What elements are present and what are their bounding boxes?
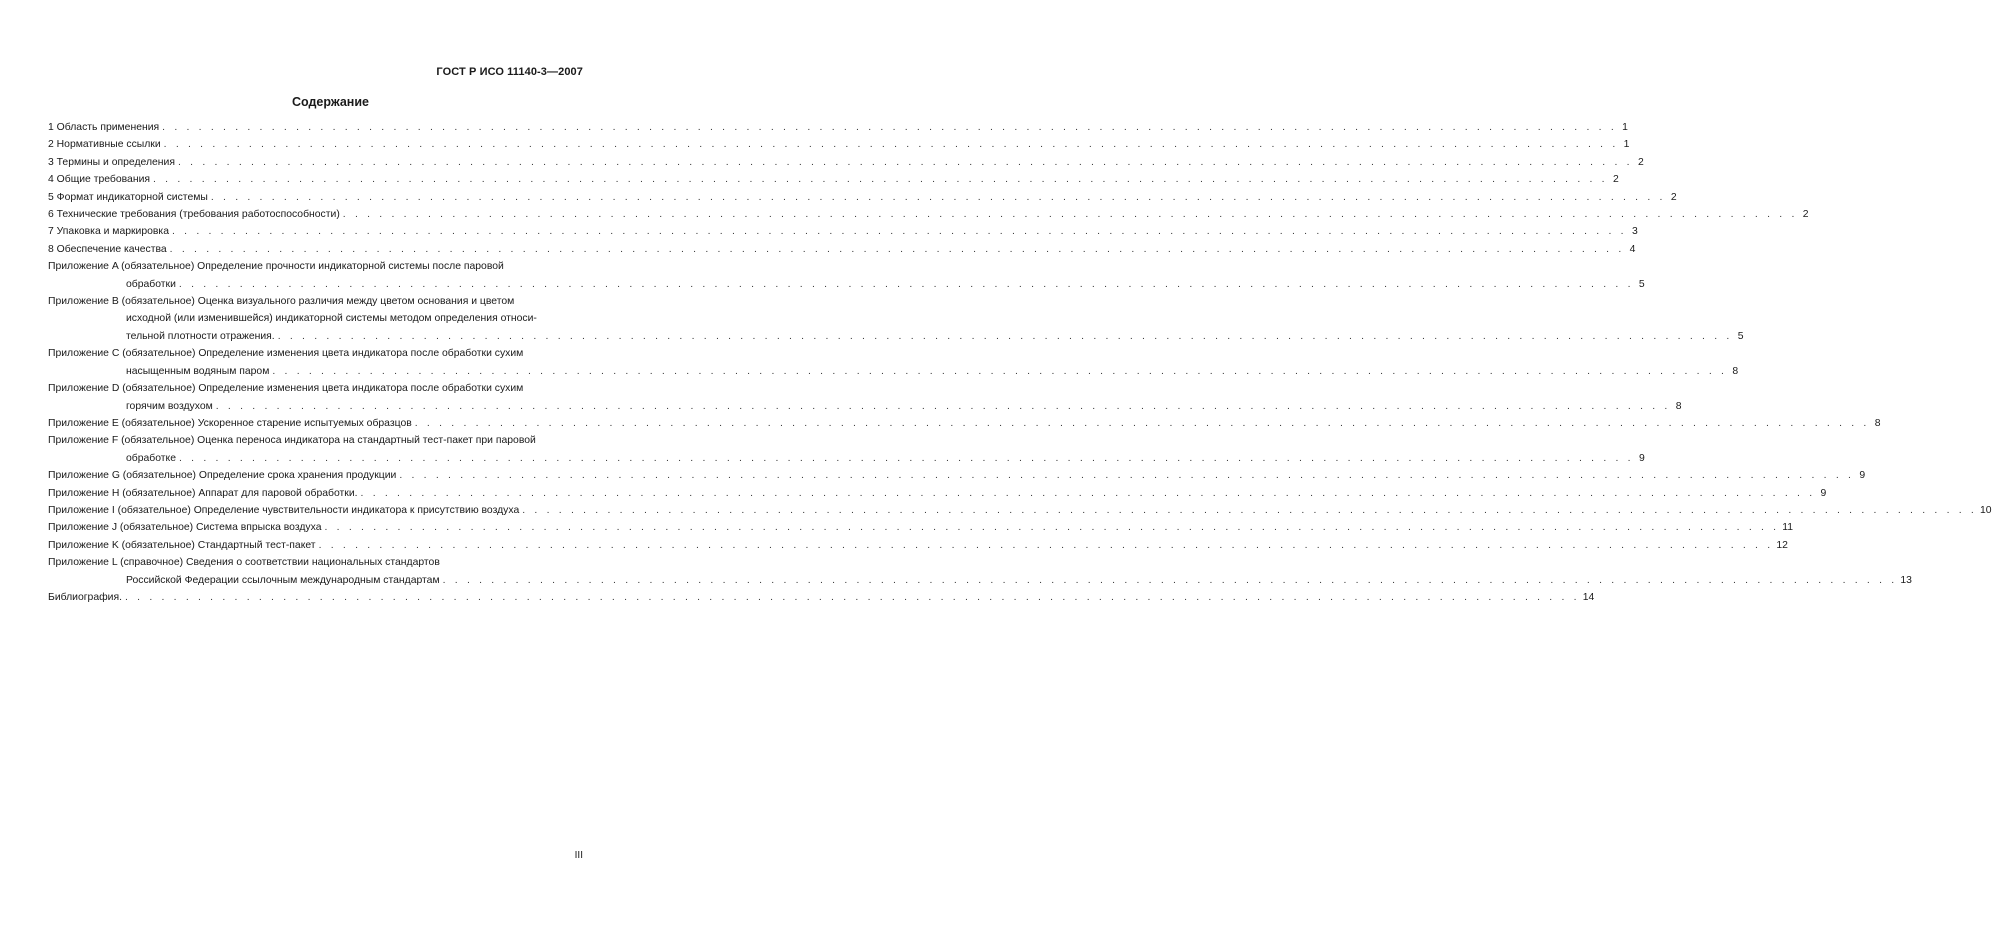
dot-leader: . . . . . . . . . . . . . . . . . . . . . . . . . . . . . . . . . . . . . . . . . . . . . . . . . . . . . . . . . . . . . . . . . . . . . . . . . . . . . . . . . . . . . . . . . . . . . . . . . . . . . . . . . . . . . . . . . . . . . . . . — [124, 591, 1580, 603]
dot-leader: . . . . . . . . . . . . . . . . . . . . . . . . . . . . . . . . . . . . . . . . . . . . . . . . . . . . . . . . . . . . . . . . . . . . . . . . . . . . . . . . . . . . . . . . . . . . . . . . . . . . . . . . . . . . . . . . . . . . . . . . — [324, 522, 1780, 534]
dot-leader: . . . . . . . . . . . . . . . . . . . . . . . . . . . . . . . . . . . . . . . . . . . . . . . . . . . . . . . . . . . . . . . . . . . . . . . . . . . . . . . . . . . . . . . . . . . . . . . . . . . . . . . . . . . . . . . . . . . . . . . . — [318, 539, 1774, 551]
toc-entry[interactable] — [48, 223, 1638, 240]
toc-entry-text: Приложение J (обязательное) Система впрыска воздуха — [48, 522, 322, 534]
toc-title: Содержание — [291, 95, 369, 109]
toc-entry-line: Приложение F (обязательное) Оценка переноса индикатора на стандартный тест-пакет при паровой — [48, 435, 536, 447]
dot-leader: . . . . . . . . . . . . . . . . . . . . . . . . . . . . . . . . . . . . . . . . . . . . . . . . . . . . . . . . . . . . . . . . . . . . . . . . . . . . . . . . . . . . . . . . . . . . . . . . . . . . . . . . . . . . . . . . . . . . . . . . — [342, 209, 1798, 221]
toc-page-number: 12 — [1776, 539, 1788, 551]
toc-page-number: 8 — [1675, 400, 1682, 412]
toc-entry[interactable] — [48, 154, 1644, 171]
toc-entry-text: Российской Федерации ссылочным международным стандартам — [126, 574, 440, 586]
dot-leader: . . . . . . . . . . . . . . . . . . . . . . . . . . . . . . . . . . . . . . . . . . . . . . . . . . . . . . . . . . . . . . . . . . . . . . . . . . . . . . . . . . . . . . . . . . . . . . . . . . . . . . . . . . . . . . . . . . . . . . . . — [162, 122, 1617, 133]
toc-entry-text: обработки — [126, 278, 176, 290]
toc-entry-text: обработке — [126, 452, 176, 464]
dot-leader: . . . . . . . . . . . . . . . . . . . . . . . . . . . . . . . . . . . . . . . . . . . . . . . . . . . . . . . . . . . . . . . . . . . . . . . . . . . . . . . . . . . . . . . . . . . . . . . . . . . . . . . . . . . . . . . . . . . . . . . . — [272, 365, 1728, 377]
toc-entry[interactable] — [48, 450, 1645, 467]
toc-entry[interactable] — [48, 119, 1628, 136]
dot-leader: . . . . . . . . . . . . . . . . . . . . . . . . . . . . . . . . . . . . . . . . . . . . . . . . . . . . . . . . . . . . . . . . . . . . . . . . . . . . . . . . . . . . . . . . . . . . . . . . . . . . . . . . . . . . . . . . . . . . . . . . — [163, 139, 1619, 151]
toc-entry[interactable] — [48, 206, 1809, 223]
toc-entry-text: 3 Термины и определения — [48, 156, 175, 168]
dot-leader: . . . . . . . . . . . . . . . . . . . . . . . . . . . . . . . . . . . . . . . . . . . . . . . . . . . . . . . . . . . . . . . . . . . . . . . . . . . . . . . . . . . . . . . . . . . . . . . . . . . . . . . . . . . . . . . . . . . . . . . . — [277, 330, 1733, 342]
toc-entry-text: тельной плотности отражения. — [126, 330, 275, 342]
toc-page-number: 2 — [1612, 174, 1619, 186]
toc-entry-line: Приложение C (обязательное) Определение изменения цвета индикатора после обработки сухим — [48, 348, 524, 360]
dot-leader: . . . . . . . . . . . . . . . . . . . . . . . . . . . . . . . . . . . . . . . . . . . . . . . . . . . . . . . . . . . . . . . . . . . . . . . . . . . . . . . . . . . . . . . . . . . . . . . . . . . . . . . . . . . . . . . . . . . . . . . . — [210, 191, 1666, 203]
toc-entry-text: Приложение G (обязательное) Определение срока хранения продукции — [48, 470, 397, 482]
toc-entry[interactable] — [48, 398, 1682, 415]
toc-entry-text: Библиография. — [48, 591, 122, 603]
document-code: ГОСТ Р ИСО 11140-3—2007 — [436, 66, 583, 78]
toc-page-number: 5 — [1737, 330, 1744, 342]
toc-entry-line: Приложение B (обязательное) Оценка визуального различия между цветом основания и цветом — [48, 296, 515, 308]
toc-page-number: 5 — [1638, 278, 1645, 290]
dot-leader: . . . . . . . . . . . . . . . . . . . . . . . . . . . . . . . . . . . . . . . . . . . . . . . . . . . . . . . . . . . . . . . . . . . . . . . . . . . . . . . . . . . . . . . . . . . . . . . . . . . . . . . . . . . . . . . . . . . . . . . . — [179, 452, 1634, 464]
toc-entry-text: горячим воздухом — [126, 400, 213, 412]
toc-entry[interactable] — [48, 363, 1739, 380]
toc-page-number: 9 — [1638, 452, 1645, 464]
toc-page-number: 9 — [1820, 487, 1827, 499]
toc-entry[interactable] — [48, 485, 1827, 502]
toc-page-number: 10 — [1980, 504, 1992, 516]
toc-entry-line: Приложение A (обязательное) Определение прочности индикаторной системы после паровой — [48, 261, 504, 273]
dot-leader: . . . . . . . . . . . . . . . . . . . . . . . . . . . . . . . . . . . . . . . . . . . . . . . . . . . . . . . . . . . . . . . . . . . . . . . . . . . . . . . . . . . . . . . . . . . . . . . . . . . . . . . . . . . . . . . . . . . . . . . . — [442, 574, 1898, 586]
toc-entry-text: 7 Упаковка и маркировка — [48, 226, 169, 238]
dot-leader: . . . . . . . . . . . . . . . . . . . . . . . . . . . . . . . . . . . . . . . . . . . . . . . . . . . . . . . . . . . . . . . . . . . . . . . . . . . . . . . . . . . . . . . . . . . . . . . . . . . . . . . . . . . . . . . . . . . . . . . . — [177, 156, 1633, 168]
toc-page-number: 8 — [1732, 365, 1739, 377]
toc-entry-text: 5 Формат индикаторной системы — [48, 191, 208, 203]
toc-page-number: 2 — [1802, 209, 1809, 221]
toc-entry[interactable] — [48, 502, 1992, 519]
dot-leader: . . . . . . . . . . . . . . . . . . . . . . . . . . . . . . . . . . . . . . . . . . . . . . . . . . . . . . . . . . . . . . . . . . . . . . . . . . . . . . . . . . . . . . . . . . . . . . . . . . . . . . . . . . . . . . . . . . . . . . . . — [153, 174, 1608, 186]
toc-page-number: 1 — [1623, 139, 1630, 151]
toc-entry-text: 2 Нормативные ссылки — [48, 139, 161, 151]
table-of-contents — [48, 119, 1992, 606]
toc-entry[interactable] — [48, 415, 1881, 432]
toc-page-number: 3 — [1631, 226, 1638, 238]
toc-page-number: 13 — [1900, 574, 1912, 586]
dot-leader: . . . . . . . . . . . . . . . . . . . . . . . . . . . . . . . . . . . . . . . . . . . . . . . . . . . . . . . . . . . . . . . . . . . . . . . . . . . . . . . . . . . . . . . . . . . . . . . . . . . . . . . . . . . . . . . . . . . . . . . . — [360, 487, 1816, 499]
toc-entry[interactable] — [48, 241, 1636, 258]
toc-entry-text: Приложение K (обязательное) Стандартный тест-пакет — [48, 539, 316, 551]
toc-page-number: 4 — [1629, 243, 1636, 255]
toc-entry-text: 1 Область применения — [48, 122, 160, 133]
toc-page-number: 2 — [1670, 191, 1677, 203]
page-number: III — [574, 850, 583, 861]
dot-leader: . . . . . . . . . . . . . . . . . . . . . . . . . . . . . . . . . . . . . . . . . . . . . . . . . . . . . . . . . . . . . . . . . . . . . . . . . . . . . . . . . . . . . . . . . . . . . . . . . . . . . . . . . . . . . . . . . . . . . . . . — [215, 400, 1671, 412]
toc-entry[interactable] — [48, 572, 1912, 589]
toc-page-number: 1 — [1622, 122, 1628, 133]
toc-page-number: 11 — [1782, 522, 1794, 534]
toc-entry-line: Приложение L (справочное) Сведения о соответствии национальных стандартов — [48, 557, 440, 569]
toc-entry-text: 8 Обеспечение качества — [48, 243, 167, 255]
toc-entry-text: насыщенным водяным паром — [126, 365, 270, 377]
toc-page-number: 14 — [1582, 591, 1595, 603]
toc-entry-text: Приложение E (обязательное) Ускоренное старение испытуемых образцов — [48, 417, 412, 429]
toc-page-number: 9 — [1859, 470, 1866, 482]
toc-entry[interactable] — [48, 276, 1645, 293]
toc-entry-text: Приложение H (обязательное) Аппарат для паровой обработки. — [48, 487, 358, 499]
toc-entry[interactable] — [48, 537, 1788, 554]
dot-leader: . . . . . . . . . . . . . . . . . . . . . . . . . . . . . . . . . . . . . . . . . . . . . . . . . . . . . . . . . . . . . . . . . . . . . . . . . . . . . . . . . . . . . . . . . . . . . . . . . . . . . . . . . . . . . . . . . . . . . . . . — [171, 226, 1627, 238]
toc-entry[interactable] — [48, 171, 1619, 188]
toc-entry[interactable] — [48, 467, 1866, 484]
toc-page-number: 2 — [1637, 156, 1644, 168]
dot-leader: . . . . . . . . . . . . . . . . . . . . . . . . . . . . . . . . . . . . . . . . . . . . . . . . . . . . . . . . . . . . . . . . . . . . . . . . . . . . . . . . . . . . . . . . . . . . . . . . . . . . . . . . . . . . . . . . . . . . . . . . — [169, 243, 1625, 255]
toc-entry-text: 6 Технические требования (требования работоспособности) — [48, 209, 340, 221]
toc-entry[interactable] — [48, 328, 1744, 345]
toc-entry-line: исходной (или изменившейся) индикаторной системы методом определения относи- — [126, 313, 537, 325]
toc-page-number: 8 — [1874, 417, 1881, 429]
toc-entry-text: 4 Общие требования — [48, 174, 150, 186]
dot-leader: . . . . . . . . . . . . . . . . . . . . . . . . . . . . . . . . . . . . . . . . . . . . . . . . . . . . . . . . . . . . . . . . . . . . . . . . . . . . . . . . . . . . . . . . . . . . . . . . . . . . . . . . . . . . . . . . . . . . . . . . — [178, 278, 1634, 290]
toc-entry[interactable] — [48, 189, 1677, 206]
toc-entry[interactable] — [48, 519, 1794, 536]
dot-leader: . . . . . . . . . . . . . . . . . . . . . . . . . . . . . . . . . . . . . . . . . . . . . . . . . . . . . . . . . . . . . . . . . . . . . . . . . . . . . . . . . . . . . . . . . . . . . . . . . . . . . . . . . . . . . . . . . . . . . . . . — [522, 504, 1978, 516]
toc-entry-text: Приложение I (обязательное) Определение чувствительности индикатора к присутствию воздуха — [48, 504, 520, 516]
toc-entry[interactable] — [48, 589, 1595, 606]
dot-leader: . . . . . . . . . . . . . . . . . . . . . . . . . . . . . . . . . . . . . . . . . . . . . . . . . . . . . . . . . . . . . . . . . . . . . . . . . . . . . . . . . . . . . . . . . . . . . . . . . . . . . . . . . . . . . . . . . . . . . . . . — [414, 417, 1870, 429]
toc-entry-line: Приложение D (обязательное) Определение изменения цвета индикатора после обработки сухим — [48, 383, 524, 395]
toc-entry[interactable] — [48, 136, 1630, 153]
dot-leader: . . . . . . . . . . . . . . . . . . . . . . . . . . . . . . . . . . . . . . . . . . . . . . . . . . . . . . . . . . . . . . . . . . . . . . . . . . . . . . . . . . . . . . . . . . . . . . . . . . . . . . . . . . . . . . . . . . . . . . . . — [399, 470, 1855, 482]
